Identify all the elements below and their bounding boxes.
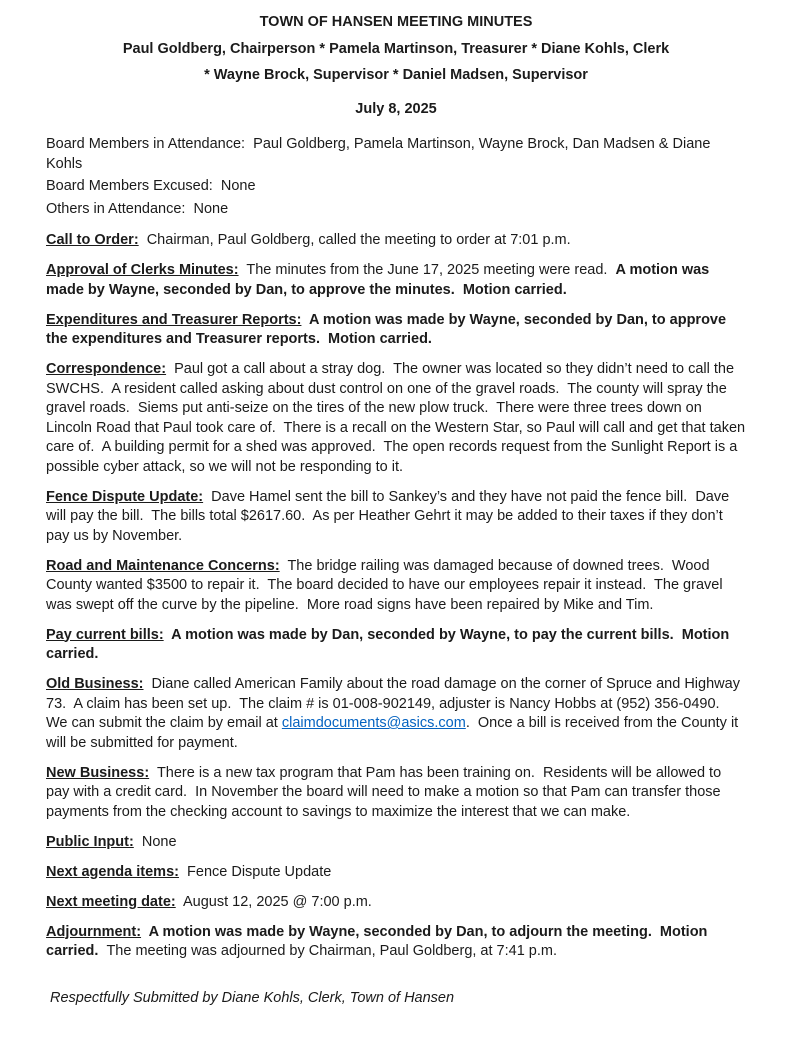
section-label: Road and Maintenance Concerns:	[46, 557, 280, 574]
body-text: The bridge railing was damaged because of downed trees. Wood County wanted $3500 to repair it. The board decided to have our employees repair it instead. The gravel was swept off the curve by the pipeline. More road signs have been repaired by Mike and Tim.	[46, 557, 727, 613]
body-text: The minutes from the June 17, 2025 meeting were read.	[238, 262, 616, 278]
section-paragraph	[46, 675, 746, 753]
officers-line-1: Paul Goldberg, Chairperson * Pamela Martinson, Treasurer * Diane Kohls, Clerk	[122, 40, 670, 57]
body-text: Chairman, Paul Goldberg, called the meeting to order at 7:01 p.m.	[138, 232, 571, 248]
attendance-line-present: Board Members in Attendance: Paul Goldberg, Pamela Martinson, Wayne Brock, Dan Madsen & Diane Kohls	[46, 136, 715, 172]
email-link[interactable]: claimdocuments@asics.com	[281, 715, 466, 731]
section-paragraph	[46, 833, 746, 853]
motion-bold-text: A motion was made by Wayne, seconded by Dan, to adjourn the meeting. Motion carried.	[46, 923, 712, 959]
body-text: Fence Dispute Update	[178, 863, 332, 880]
section-paragraph	[46, 311, 746, 350]
body-text: None	[133, 833, 177, 850]
officers-line-2: * Wayne Brock, Supervisor * Daniel Madsen, Supervisor	[204, 67, 588, 83]
attendance-block	[46, 135, 746, 219]
section-label: Next agenda items:	[46, 863, 179, 880]
section-paragraph	[46, 488, 746, 547]
section-label: Expenditures and Treasurer Reports:	[46, 311, 302, 328]
page-title: TOWN OF HANSEN MEETING MINUTES	[259, 14, 533, 30]
section-label: Call to Order:	[46, 232, 139, 248]
signature-line: Respectfully Submitted by Diane Kohls, Clerk, Town of Hansen	[50, 989, 455, 1006]
motion-bold-text: A motion was made by Dan, seconded by Wayne, to pay the current bills. Motion carried.	[46, 626, 734, 662]
body-text: There is a new tax program that Pam has been training on. Residents will be allowed to pay with a credit card. In November the board will need to make a motion so that Pam can transfer those payments from the checking account to savings to maximize the interest that we can make.	[46, 764, 726, 820]
sections-container	[46, 231, 750, 962]
section-paragraph	[46, 626, 746, 665]
section-label: Correspondence:	[46, 361, 167, 377]
section-paragraph	[46, 764, 746, 823]
meeting-date: July 8, 2025	[355, 100, 437, 117]
attendance-line-others: Others in Attendance: None	[46, 200, 229, 217]
section-label: New Business:	[46, 764, 150, 781]
body-text: August 12, 2025 @ 7:00 p.m.	[175, 893, 372, 910]
section-paragraph	[46, 360, 750, 477]
section-label: Public Input:	[46, 833, 134, 850]
section-label: Pay current bills:	[46, 626, 164, 643]
section-label: Fence Dispute Update:	[46, 488, 204, 505]
section-label: Approval of Clerks Minutes:	[46, 262, 239, 278]
section-paragraph	[46, 261, 746, 300]
section-label: Next meeting date:	[46, 893, 176, 910]
section-paragraph	[46, 231, 746, 251]
section-paragraph	[46, 557, 746, 616]
document-header	[46, 13, 746, 119]
attendance-line-excused: Board Members Excused: None	[46, 178, 256, 194]
section-paragraph	[46, 893, 746, 913]
section-paragraph	[46, 863, 746, 883]
body-text: Diane called American Family about the road damage on the corner of Spruce and Highway 73. A claim has been set up. The claim # is 01-008-902149, adjuster is Nancy Hobbs at (952) 356-0490. We can submit the claim by email at	[46, 676, 744, 731]
body-text: Paul got a call about a stray dog. The owner was located so they didn’t need to call the SWCHS. A resident called asking about dust control on one of the gravel roads. The county will spray the gravel roads. Siems put anti-seize on the tires of the new plow truck. There were three trees down on Lincoln Road that Paul took care of. There is a recall on the Western Star, so Paul will call and get that taken care of. A building permit for a shed was approved. The open records request from the Sunlight Report is a possible cyber attack, so we will not be responding to it.	[46, 361, 750, 475]
section-paragraph	[46, 923, 746, 962]
body-text: . Once a bill is received from the County it will be submitted for payment.	[46, 715, 743, 751]
motion-bold-text: A motion was made by Wayne, seconded by Dan, to approve the minutes. Motion carried.	[46, 262, 714, 298]
section-label: Adjournment:	[46, 923, 142, 940]
section-label: Old Business:	[46, 676, 144, 692]
body-text: The meeting was adjourned by Chairman, Paul Goldberg, at 7:41 p.m.	[106, 943, 558, 959]
body-text: Dave Hamel sent the bill to Sankey’s and they have not paid the fence bill. Dave will pay the bill. The bills total $2617.60. As per Heather Gehrt it may be added to their taxes if they don’t pay us by November.	[46, 488, 734, 544]
motion-bold-text: A motion was made by Wayne, seconded by Dan, to approve the expenditures and Treasurer reports. Motion carried.	[46, 311, 731, 347]
